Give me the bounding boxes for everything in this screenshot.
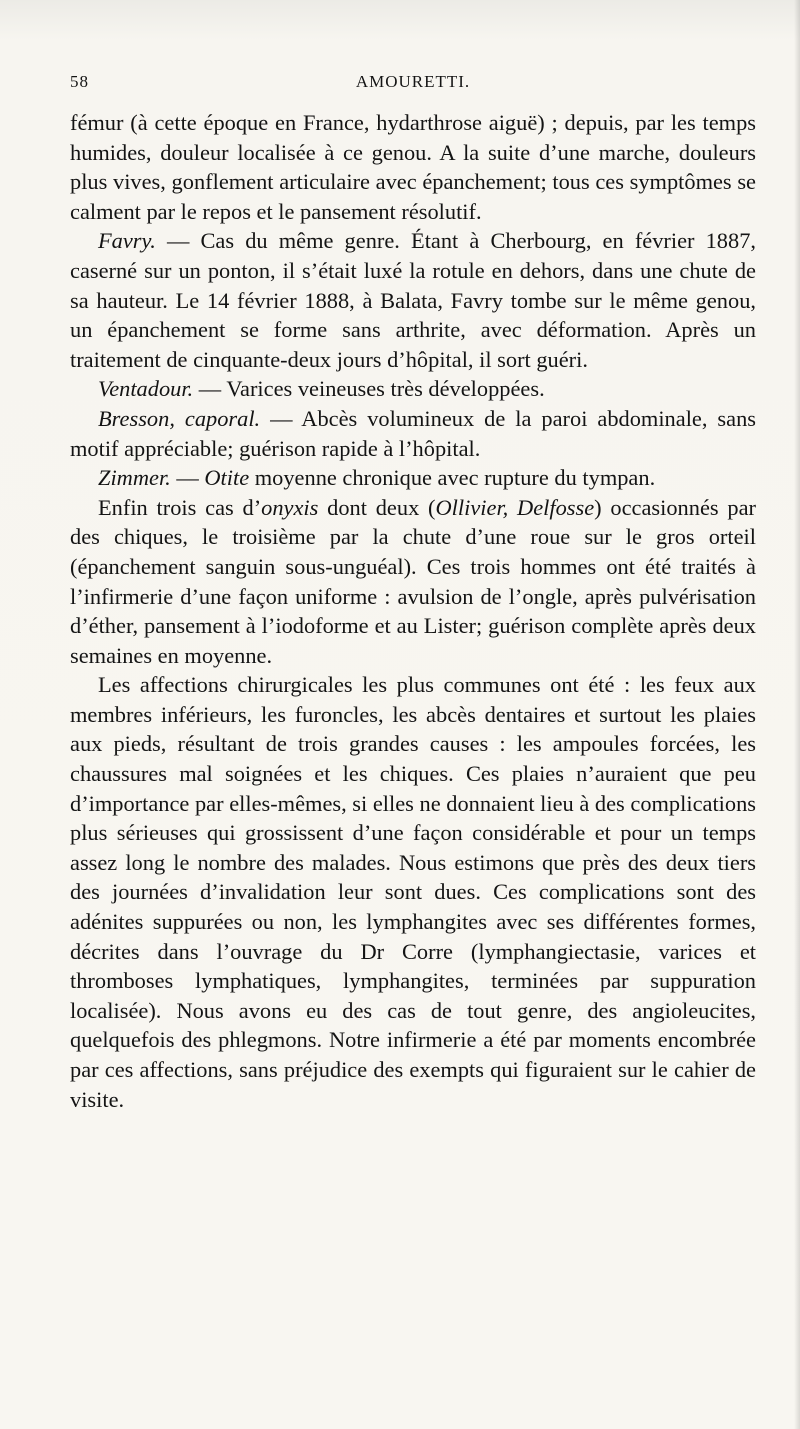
- paragraph-onyxis: Enfin trois cas d’onyxis dont deux (Ollivier, Delfosse) occasionnés par des chiques, le troisième par la chute d’une roue sur le gros orteil (épanchement sanguin sous-unguéal). Ces trois hommes ont été traités à l’infirmerie d’une façon uniforme : avulsion de l’ongle, après pulvérisation d’éther, pansement à l’iodoforme et au Lister; guérison complète après deux semaines en moyenne.: [70, 494, 756, 668]
- body-text: [70, 108, 756, 1114]
- patient-name: Zimmer.: [98, 465, 171, 491]
- paragraph-bresson: Bresson, caporal. — Abcès volumineux de la paroi abdominale, sans motif appréciable; guérison rapide à l’hôpital.: [70, 405, 756, 461]
- paragraph-surgical-affections: Les affections chirurgicales les plus communes ont été : les feux aux membres inférieurs, les furoncles, les abcès dentaires et surtout les plaies aux pieds, résultant de trois grandes causes : les ampoules forcées, les chaussures mal soignées et les chiques. Ces plaies n’auraient que peu d’importance par elles-mêmes, si elles ne donnaient lieu à des complications plus sérieuses qui grossissent d’une façon considérable et pour un temps assez long le nombre des malades. Nous estimons que près des deux tiers des journées d’invalidation leur sont dues. Ces complications sont des adénites suppurées ou non, les lymphangites avec ses différentes formes, décrites dans l’ouvrage du Dr Corre (lymphangiectasie, varices et thromboses lymphatiques, lymphangites, terminées par suppuration localisée). Nous avons eu des cas de tout genre, des angioleucites, quelquefois des phlegmons. Notre infirmerie a été par moments encombrée par ces affections, sans préjudice des exempts qui figuraient sur le cahier de visite.: [70, 672, 756, 1112]
- patient-name: Ventadour.: [98, 376, 194, 402]
- patient-name: Favry.: [98, 228, 156, 254]
- page-edge-shadow: [794, 0, 800, 1429]
- running-title: AMOURETTI.: [355, 72, 471, 91]
- patient-name: Bresson, caporal.: [98, 405, 261, 431]
- paragraph-femur: fémur (à cette époque en France, hydarthrose aiguë) ; depuis, par les temps humides, douleur localisée à ce genou. A la suite d’une marche, douleurs plus vives, gonflement articulaire avec épanchement; tous ces symptômes se calment par le repos et le pansement résolutif.: [70, 110, 756, 224]
- diagnosis-term: Otite: [204, 465, 250, 491]
- page-number: 58: [70, 72, 89, 91]
- paragraph-ventadour: Ventadour. — Varices veineuses très développées.: [98, 376, 545, 402]
- paragraph-zimmer: Zimmer. — Otite moyenne chronique avec rupture du tympan.: [98, 465, 656, 491]
- diagnosis-term: onyxis: [261, 494, 319, 520]
- paragraph-favry: Favry. — Cas du même genre. Étant à Cherbourg, en février 1887, caserné sur un ponton, il s’était luxé la rotule en dehors, dans une chute de sa hauteur. Le 14 février 1888, à Balata, Favry tombe sur le même genou, un épanchement se forme sans arthrite, avec déformation. Après un traitement de cinquante-deux jours d’hôpital, il sort guéri.: [70, 228, 756, 372]
- page-header: [70, 72, 756, 96]
- patient-names: Ollivier, Delfosse: [435, 494, 595, 520]
